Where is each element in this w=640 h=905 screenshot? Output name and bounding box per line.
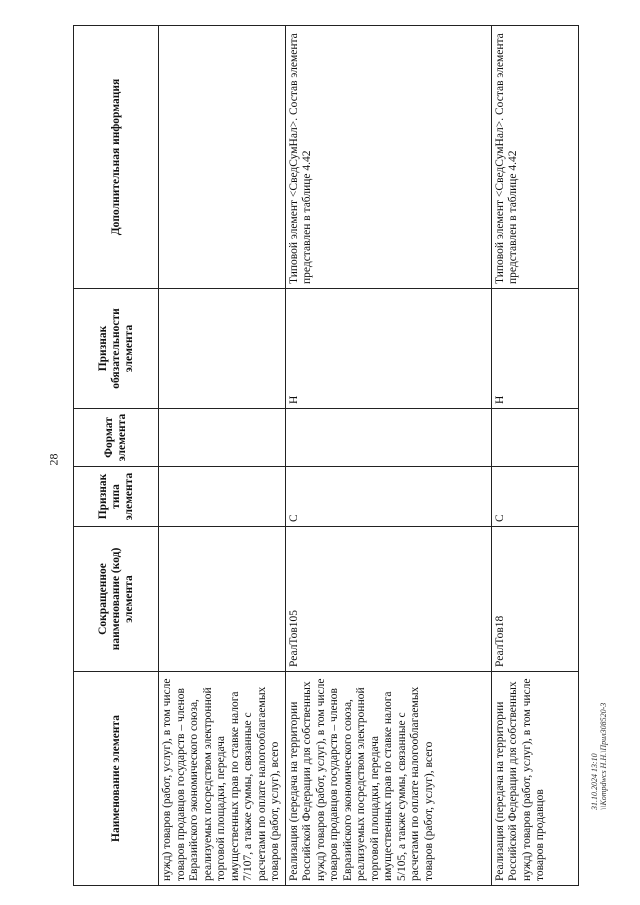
page-number: 28 [46, 453, 61, 466]
header-additional-info: Дополнительная информация [74, 26, 159, 289]
header-element-format: Формат элемента [74, 409, 159, 467]
cell-name: Реализация (передача на территории Российской Федерации для собственных нужд) товаров (работ, услуг), в том числе товаров продавцов [491, 672, 578, 886]
header-element-name: Наименование элемента [74, 672, 159, 886]
cell-info [159, 26, 286, 289]
header-element-required: Признак обязательности элемента [74, 289, 159, 409]
cell-type: С [491, 467, 578, 527]
cell-code [159, 527, 286, 672]
cell-required: Н [285, 289, 491, 409]
footer-timestamp: 31.10.2024 13:10 [590, 753, 599, 810]
table-row [285, 26, 491, 886]
table-header-row [74, 26, 159, 886]
table-row [491, 26, 578, 886]
cell-format [285, 409, 491, 467]
header-element-code: Сокращенное наименование (код) элемента [74, 527, 159, 672]
cell-name: Реализация (передача на территории Российской Федерации для собственных нужд) товаров (работ, услуг), в том числе товаров продавцов государств – членов Евразийского экономического союза, реализуемых посредством электронной торговой площадки, передача имущественных прав по ставке налога 5/105, а также суммы, связанные с расчетами по оплате налогооблагаемых товаров (работ, услуг), всего [285, 672, 491, 886]
cell-code: РеалТов18 [491, 527, 578, 672]
cell-name: нужд) товаров (работ, услуг), в том числе товаров продавцов государств – членов Евразийского экономического союза, реализуемых посредством электронной торговой площадки, передача имущественных прав по ставке налога 7/107, а также суммы, связанные с расчетами по оплате налогооблагаемых товаров (работ, услуг), всего [159, 672, 286, 886]
elements-table [73, 25, 579, 886]
cell-type [159, 467, 286, 527]
cell-required: Н [491, 289, 578, 409]
cell-required [159, 289, 286, 409]
header-element-type: Признак типа элемента [74, 467, 159, 527]
document-footer-stamp [590, 703, 608, 810]
cell-info: Типовой элемент <СведСумНал>. Состав элемента представлен в таблице 4.42 [491, 26, 578, 289]
cell-code: РеалТов105 [285, 527, 491, 672]
cell-format [491, 409, 578, 467]
table-row [159, 26, 286, 886]
cell-format [159, 409, 286, 467]
cell-type: С [285, 467, 491, 527]
footer-path: \\Kompdwcs H.H.\Прил308520-3 [599, 702, 608, 810]
rotated-table-container [73, 26, 573, 886]
cell-info: Типовой элемент <СведСумНал>. Состав элемента представлен в таблице 4.42 [285, 26, 491, 289]
